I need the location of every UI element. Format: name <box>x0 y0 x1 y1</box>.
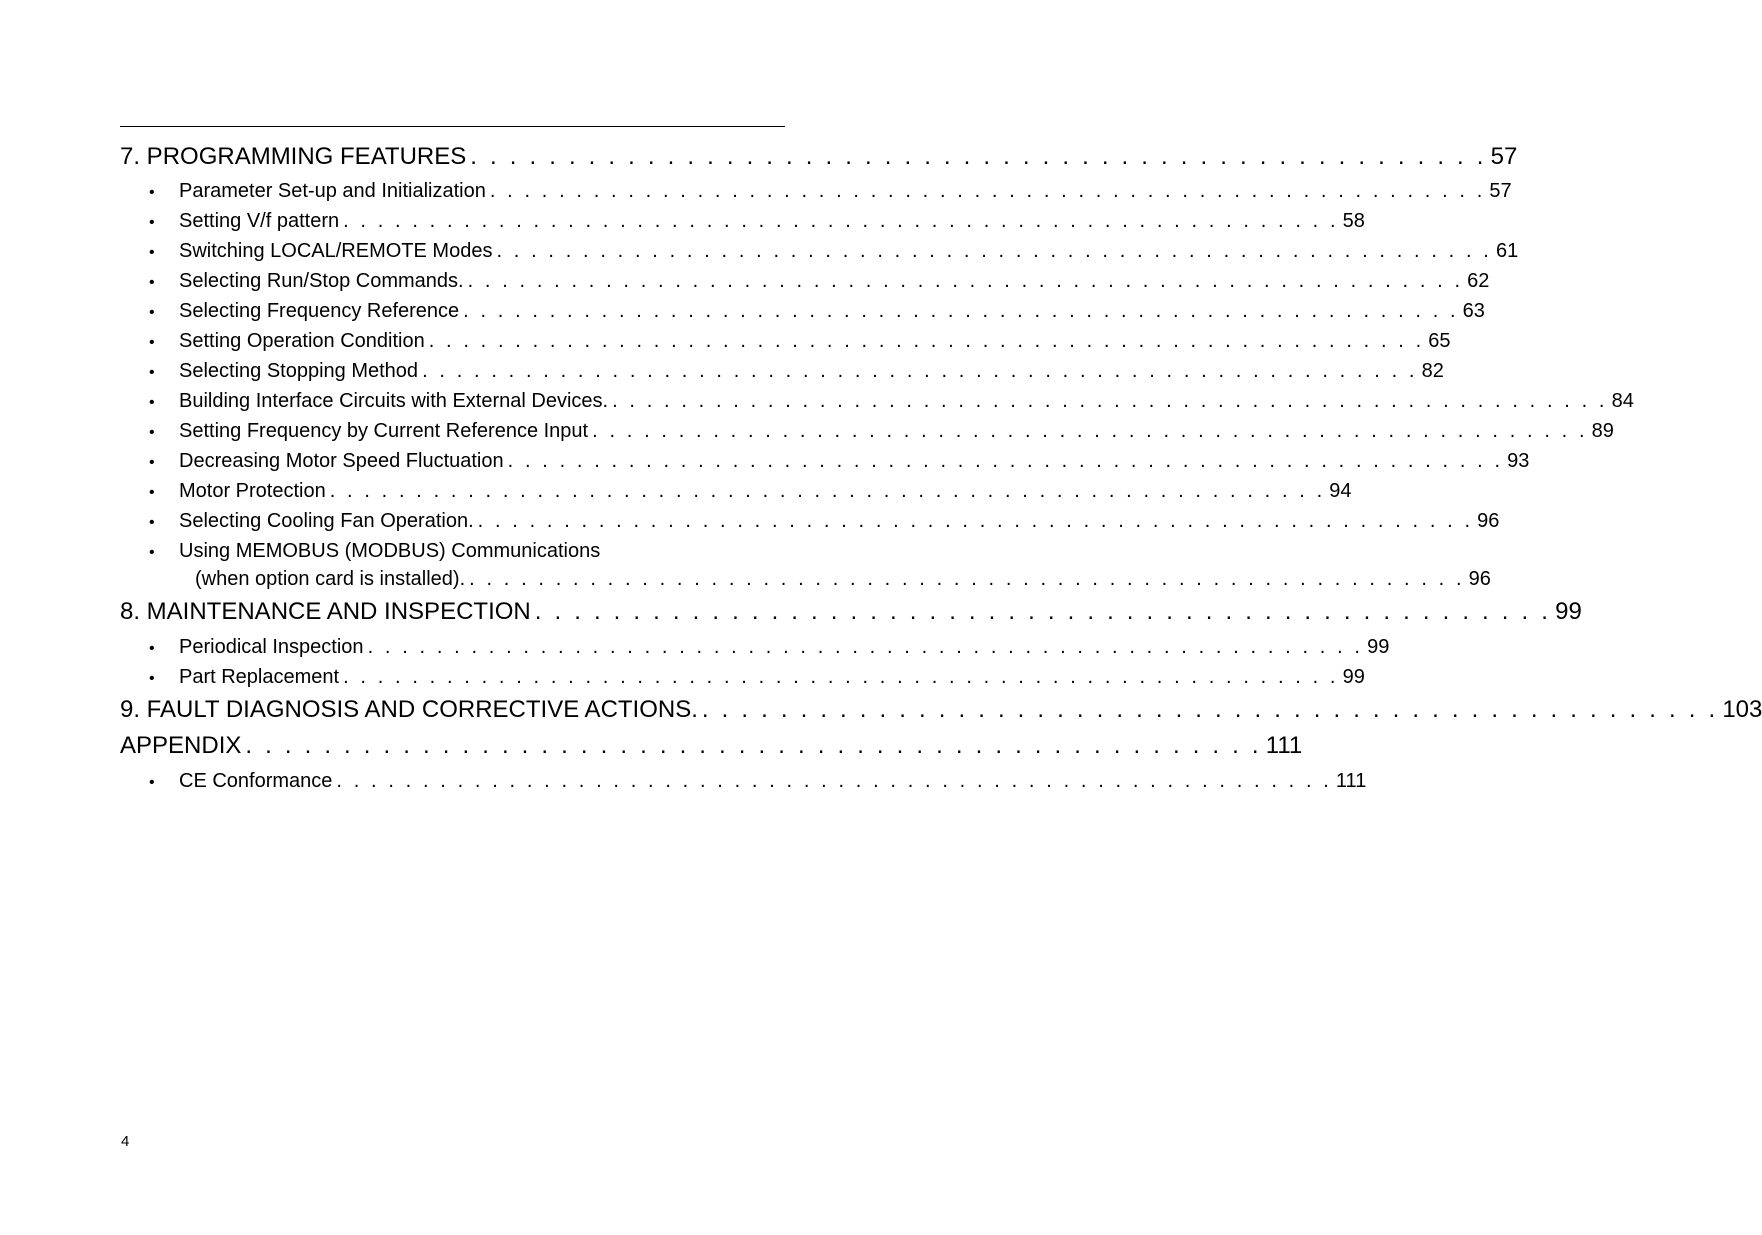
toc-leader: . . . . . . . . . . . . . . . . . . . . . . . . . . . . . . . . . . . . . . . . . . . . . . . . . . . . . . . . . . <box>489 180 1486 202</box>
bullet: • <box>149 484 155 501</box>
toc-leader: . . . . . . . . . . . . . . . . . . . . . . . . . . . . . . . . . . . . . . . . . . . . . . . . . . . . <box>470 143 1487 170</box>
toc-page-number: 111 <box>1265 732 1303 759</box>
bullet: • <box>149 244 155 261</box>
bullet: • <box>149 424 155 441</box>
toc-page-number: 82 <box>1421 360 1444 382</box>
toc-entry[interactable] <box>120 540 784 566</box>
toc-leader: . . . . . . . . . . . . . . . . . . . . . . . . . . . . . . . . . . . . . . . . . . . . . . . . . . . . . . . . . . <box>428 330 1425 352</box>
toc-chapter-7[interactable] <box>120 143 1518 173</box>
toc-entry[interactable] <box>120 330 1451 356</box>
toc-entry[interactable] <box>120 450 1530 476</box>
toc-leader: . . . . . . . . . . . . . . . . . . . . . . . . . . . . . . . . . . . . . . . . . . . . . . . . . . . . . . . . . . <box>507 450 1504 472</box>
toc-leader: . . . . . . . . . . . . . . . . . . . . . . . . . . . . . . . . . . . . . . . . . . . . . . . . . . . . <box>701 696 1719 723</box>
toc-leader: . . . . . . . . . . . . . . . . . . . . . . . . . . . . . . . . . . . . . . . . . . . . . . . . . . . . . . . . . . <box>367 636 1364 658</box>
toc-page-number: 96 <box>1477 510 1500 532</box>
toc-entry-title: Selecting Cooling Fan Operation. <box>179 510 474 532</box>
bullet: • <box>149 274 155 291</box>
toc-page-number: 103 <box>1722 696 1762 723</box>
toc-leader: . . . . . . . . . . . . . . . . . . . . . . . . . . . . . . . . . . . . . . . . . . . . . . . . . . . . . . . . . . <box>467 270 1464 292</box>
toc-page-number: 99 <box>1367 636 1390 658</box>
toc-leader: . . . . . . . . . . . . . . . . . . . . . . . . . . . . . . . . . . . . . . . . . . . . . . . . . . . . . . . . . . <box>422 360 1418 382</box>
toc-page-number: 57 <box>1489 180 1512 202</box>
bullet: • <box>149 364 155 381</box>
table-of-contents <box>120 0 1762 1235</box>
toc-entry-title: Selecting Frequency Reference <box>179 300 460 322</box>
toc-leader: . . . . . . . . . . . . . . . . . . . . . . . . . . . . . . . . . . . . . . . . . . . . . . . . . . . . . . . . . . <box>463 300 1459 322</box>
bullet: • <box>149 640 155 657</box>
toc-entry[interactable] <box>120 636 1390 662</box>
toc-entry-title: Selecting Stopping Method <box>179 360 419 382</box>
toc-entry-title: Selecting Run/Stop Commands. <box>179 270 464 292</box>
toc-entry-title: Decreasing Motor Speed Fluctuation <box>179 450 504 472</box>
toc-leader: . . . . . . . . . . . . . . . . . . . . . . . . . . . . . . . . . . . . . . . . . . . . . . . . . . . . <box>245 732 1262 759</box>
toc-entry-title: Setting Operation Condition <box>179 330 425 352</box>
toc-leader: . . . . . . . . . . . . . . . . . . . . . . . . . . . . . . . . . . . . . . . . . . . . . . . . . . . . . . . . . . <box>477 510 1474 532</box>
toc-page-number: 62 <box>1467 270 1490 292</box>
toc-entry[interactable] <box>120 300 1485 326</box>
toc-entry-title: 9. FAULT DIAGNOSIS AND CORRECTIVE ACTIONS. <box>120 696 698 723</box>
bullet: • <box>149 184 155 201</box>
toc-entry[interactable] <box>120 480 1352 506</box>
toc-chapter-8[interactable] <box>120 598 1582 628</box>
toc-entry[interactable] <box>120 770 1367 796</box>
toc-page-number: 58 <box>1342 210 1365 232</box>
bullet: • <box>149 544 155 561</box>
bullet: • <box>149 454 155 471</box>
toc-entry-title: Parameter Set-up and Initialization <box>179 180 486 202</box>
toc-entry-title: Part Replacement <box>179 666 340 688</box>
toc-entry[interactable] <box>120 270 1490 296</box>
toc-entry[interactable] <box>120 510 1500 536</box>
toc-entry-title: 7. PROGRAMMING FEATURES <box>120 143 467 170</box>
toc-entry-title: Building Interface Circuits with External Devices. <box>179 390 609 412</box>
toc-entry[interactable] <box>120 360 1444 386</box>
toc-page-number: 99 <box>1342 666 1365 688</box>
toc-leader: . . . . . . . . . . . . . . . . . . . . . . . . . . . . . . . . . . . . . . . . . . . . . . . . . . . . . . . . . . <box>343 666 1339 688</box>
toc-leader: . . . . . . . . . . . . . . . . . . . . . . . . . . . . . . . . . . . . . . . . . . . . . . . . . . . . . . . . . . <box>343 210 1339 232</box>
toc-page-number: 89 <box>1591 420 1614 442</box>
toc-entry-title: 8. MAINTENANCE AND INSPECTION <box>120 598 531 625</box>
bullet: • <box>149 514 155 531</box>
toc-page-number: 65 <box>1428 330 1451 352</box>
toc-page-number: 93 <box>1507 450 1530 472</box>
toc-leader: . . . . . . . . . . . . . . . . . . . . . . . . . . . . . . . . . . . . . . . . . . . . . . . . . . . . <box>534 598 1552 625</box>
toc-entry[interactable] <box>120 210 1365 236</box>
bullet: • <box>149 394 155 411</box>
toc-entry[interactable] <box>120 420 1614 446</box>
toc-leader: . . . . . . . . . . . . . . . . . . . . . . . . . . . . . . . . . . . . . . . . . . . . . . . . . . . . . . . . . . <box>469 568 1465 590</box>
toc-leader: . . . . . . . . . . . . . . . . . . . . . . . . . . . . . . . . . . . . . . . . . . . . . . . . . . . . . . . . . . <box>336 770 1332 792</box>
bullet: • <box>149 334 155 351</box>
toc-entry-title: Setting Frequency by Current Reference Input <box>179 420 589 442</box>
toc-entry-title: Switching LOCAL/REMOTE Modes <box>179 240 493 262</box>
toc-entry[interactable] <box>120 666 1365 692</box>
toc-page-number: 96 <box>1468 568 1491 590</box>
bullet: • <box>149 214 155 231</box>
toc-entry-title: CE Conformance <box>179 770 333 792</box>
toc-entry[interactable] <box>120 240 1519 266</box>
toc-leader: . . . . . . . . . . . . . . . . . . . . . . . . . . . . . . . . . . . . . . . . . . . . . . . . . . . . . . . . . . <box>612 390 1608 412</box>
toc-leader: . . . . . . . . . . . . . . . . . . . . . . . . . . . . . . . . . . . . . . . . . . . . . . . . . . . . . . . . . . <box>592 420 1588 442</box>
toc-page-number: 61 <box>1495 240 1519 262</box>
toc-page-number: 57 <box>1490 143 1518 170</box>
toc-leader: . . . . . . . . . . . . . . . . . . . . . . . . . . . . . . . . . . . . . . . . . . . . . . . . . . . . . . . . . . <box>496 240 1492 262</box>
page-number: 4 <box>121 1133 130 1150</box>
bullet: • <box>149 304 155 321</box>
toc-entry-title: Motor Protection <box>179 480 326 502</box>
toc-entry[interactable] <box>120 390 1634 416</box>
toc-page-number: 94 <box>1329 480 1352 502</box>
toc-leader: . . . . . . . . . . . . . . . . . . . . . . . . . . . . . . . . . . . . . . . . . . . . . . . . . . . . . . . . . . <box>329 480 1326 502</box>
bullet: • <box>149 670 155 687</box>
toc-entry-title: Setting V/f pattern <box>179 210 340 232</box>
toc-page-number: 84 <box>1611 390 1634 412</box>
toc-page-number: 99 <box>1555 598 1582 625</box>
bullet: • <box>149 774 155 791</box>
toc-page-number: 63 <box>1462 300 1485 322</box>
toc-chapter-9[interactable] <box>120 696 1762 726</box>
toc-entry-title: Using MEMOBUS (MODBUS) Communications <box>179 540 601 562</box>
toc-entry[interactable] <box>120 180 1512 206</box>
toc-entry-title: (when option card is installed). <box>195 568 466 590</box>
toc-page-number: 111 <box>1335 770 1367 792</box>
toc-chapter-appendix[interactable] <box>120 732 1303 762</box>
toc-entry-continuation[interactable] <box>120 568 1491 594</box>
toc-entry-title: APPENDIX <box>120 732 242 759</box>
toc-entry-title: Periodical Inspection <box>179 636 364 658</box>
